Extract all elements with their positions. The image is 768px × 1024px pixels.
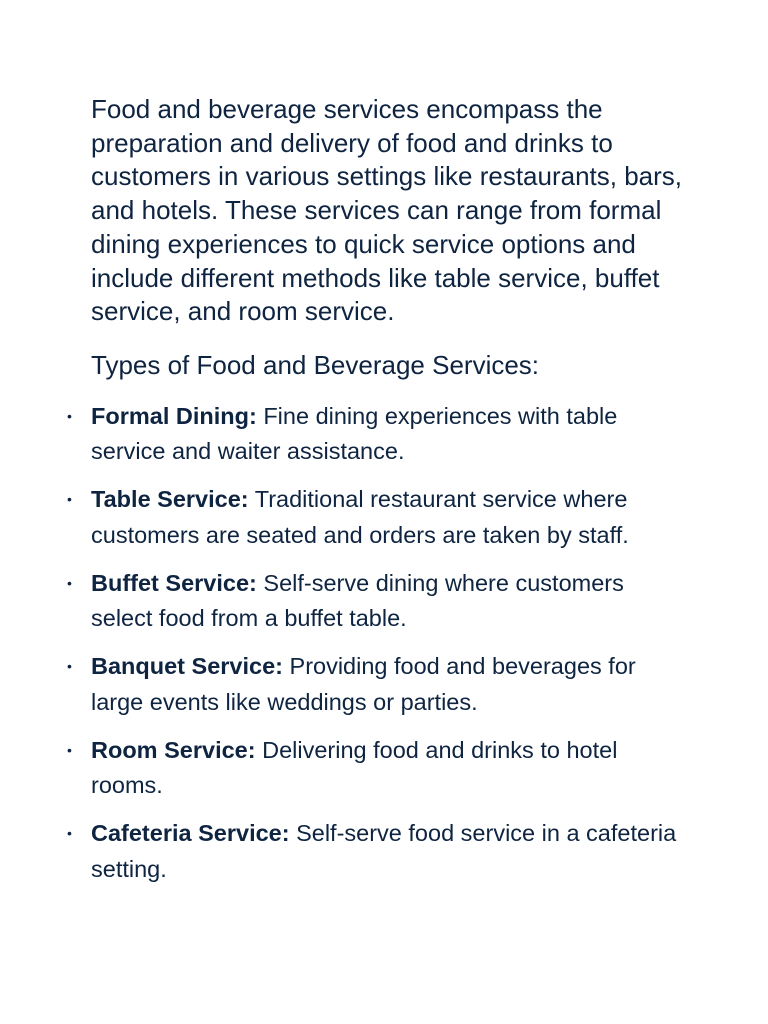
intro-paragraph: Food and beverage services encompass the preparation and delivery of food and drinks to customers in various settings like restaurants, bars, and hotels. These services can range from formal dining experiences to quick service options and include different methods like table service, buffet service, and room service. bbox=[91, 94, 683, 327]
list-item bbox=[67, 566, 691, 637]
service-term: Banquet Service: bbox=[91, 653, 283, 680]
bullet-icon: • bbox=[67, 658, 72, 675]
bullet-icon: • bbox=[67, 574, 72, 591]
service-description: Providing food and beverages for large events like weddings or parties. bbox=[91, 653, 636, 715]
service-term: Room Service: bbox=[91, 736, 256, 763]
bullet-icon: • bbox=[67, 407, 72, 424]
bullet-icon: • bbox=[67, 491, 72, 508]
service-description: Traditional restaurant service where customers are seated and orders are taken by staff. bbox=[91, 486, 629, 548]
service-description: Self-serve dining where customers select food from a buffet table. bbox=[91, 569, 624, 632]
list-item bbox=[67, 649, 691, 720]
list-item bbox=[67, 733, 691, 804]
service-term: Formal Dining: bbox=[91, 402, 257, 429]
bullet-icon: • bbox=[67, 825, 72, 842]
service-description: Self-serve food service in a cafeteria setting. bbox=[91, 820, 677, 882]
section-heading: Types of Food and Beverage Services: bbox=[91, 349, 540, 380]
bullet-icon: • bbox=[67, 741, 72, 758]
document-body bbox=[67, 93, 691, 900]
service-term: Cafeteria Service: bbox=[91, 820, 290, 847]
service-description: Delivering food and drinks to hotel rooms. bbox=[91, 736, 618, 799]
list-item bbox=[67, 482, 691, 553]
service-term: Buffet Service: bbox=[91, 569, 257, 596]
service-term: Table Service: bbox=[91, 486, 249, 513]
service-description: Fine dining experiences with table service and waiter assistance. bbox=[91, 402, 618, 465]
services-list bbox=[67, 399, 691, 888]
list-item bbox=[67, 816, 691, 887]
list-item bbox=[67, 399, 691, 470]
